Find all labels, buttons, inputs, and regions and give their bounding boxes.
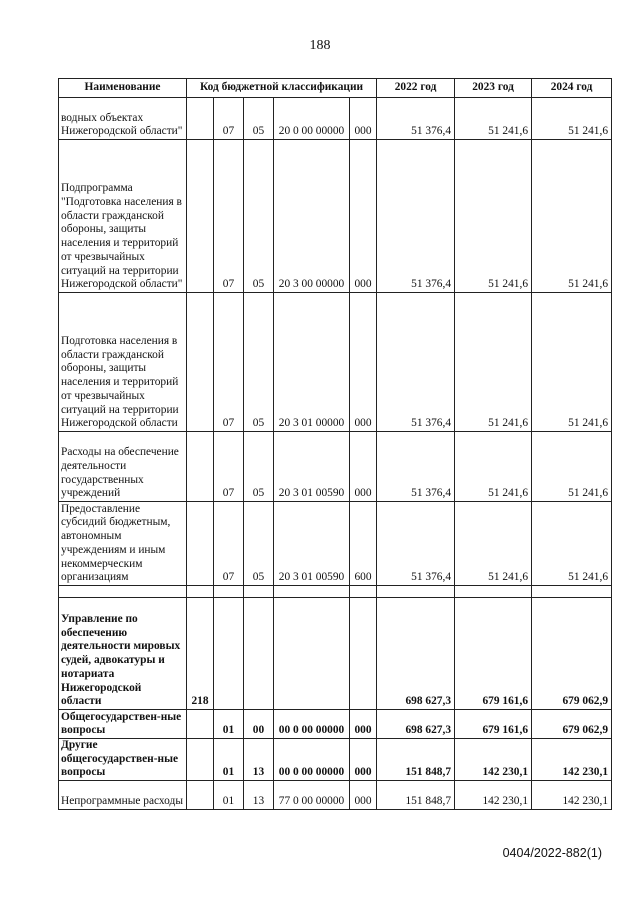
row-2022: 51 376,4 — [377, 293, 455, 432]
row-rz: 07 — [214, 140, 244, 293]
row-vr: 600 — [350, 502, 377, 586]
row-pr: 13 — [244, 739, 274, 781]
row-2024: 51 241,6 — [532, 293, 612, 432]
row-vr: 000 — [350, 432, 377, 502]
row-rz: 07 — [214, 98, 244, 140]
row-rz: 01 — [214, 739, 244, 781]
row-2022: 698 627,3 — [377, 598, 455, 710]
header-2023: 2023 год — [455, 79, 532, 98]
row-csr: 20 3 01 00000 — [274, 293, 350, 432]
row-name: водных объектах Нижегородской области" — [59, 98, 187, 140]
row-pr: 13 — [244, 781, 274, 810]
row-2024: 51 241,6 — [532, 502, 612, 586]
row-pr — [244, 598, 274, 710]
row-2023: 51 241,6 — [455, 502, 532, 586]
row-pr: 05 — [244, 502, 274, 586]
table-row — [59, 710, 612, 739]
row-pr: 05 — [244, 293, 274, 432]
row-name: Общегосударствен-ные вопросы — [59, 710, 187, 739]
row-vr — [350, 598, 377, 710]
row-pr: 05 — [244, 432, 274, 502]
row-pr: 05 — [244, 98, 274, 140]
header-2024: 2024 год — [532, 79, 612, 98]
row-2022: 51 376,4 — [377, 140, 455, 293]
row-name: Подготовка населения в области гражданской обороны, защиты населения и территорий от чрезвычайных ситуаций на территории Нижегородской области — [59, 293, 187, 432]
row-grbs — [187, 739, 214, 781]
page-number: 188 — [309, 38, 331, 53]
row-rz: 01 — [214, 781, 244, 810]
row-grbs — [187, 293, 214, 432]
row-rz: 07 — [214, 432, 244, 502]
row-grbs: 218 — [187, 598, 214, 710]
row-2024: 51 241,6 — [532, 432, 612, 502]
row-grbs — [187, 502, 214, 586]
budget-table-wrapper — [58, 78, 612, 810]
row-csr: 20 3 00 00000 — [274, 140, 350, 293]
row-2023: 51 241,6 — [455, 98, 532, 140]
row-2024: 51 241,6 — [532, 140, 612, 293]
row-vr: 000 — [350, 710, 377, 739]
row-rz — [214, 598, 244, 710]
row-csr: 20 0 00 00000 — [274, 98, 350, 140]
row-vr: 000 — [350, 140, 377, 293]
row-2023: 51 241,6 — [455, 432, 532, 502]
row-2022: 151 848,7 — [377, 781, 455, 810]
row-name: Предоставление субсидий бюджетным, автономным учреждениям и иным некоммерческим организациям — [59, 502, 187, 586]
table-row — [59, 739, 612, 781]
row-2023: 679 161,6 — [455, 710, 532, 739]
row-2022: 698 627,3 — [377, 710, 455, 739]
table-row — [59, 140, 612, 293]
row-2024: 142 230,1 — [532, 739, 612, 781]
row-2023: 142 230,1 — [455, 781, 532, 810]
budget-table — [58, 78, 612, 810]
row-name: Расходы на обеспечение деятельности государственных учреждений — [59, 432, 187, 502]
table-row — [59, 502, 612, 586]
table-row — [59, 598, 612, 710]
row-2024: 142 230,1 — [532, 781, 612, 810]
table-row — [59, 432, 612, 502]
row-2024: 679 062,9 — [532, 710, 612, 739]
row-name: Управление по обеспечению деятельности мировых судей, адвокатуры и нотариата Нижегородской области — [59, 598, 187, 710]
row-2024: 51 241,6 — [532, 98, 612, 140]
table-row — [59, 98, 612, 140]
table-spacer-row — [59, 586, 612, 598]
row-csr: 20 3 01 00590 — [274, 502, 350, 586]
document-id: 0404/2022-882(1) — [502, 846, 602, 860]
row-2024: 679 062,9 — [532, 598, 612, 710]
table-row — [59, 781, 612, 810]
table-header-row — [59, 79, 612, 98]
row-2022: 51 376,4 — [377, 98, 455, 140]
row-rz: 07 — [214, 293, 244, 432]
row-2023: 142 230,1 — [455, 739, 532, 781]
row-grbs — [187, 781, 214, 810]
row-name: Подпрограмма "Подготовка населения в области гражданской обороны, защиты населения и территорий от чрезвычайных ситуаций на территории Нижегородской области" — [59, 140, 187, 293]
row-grbs — [187, 432, 214, 502]
row-vr: 000 — [350, 781, 377, 810]
row-grbs — [187, 710, 214, 739]
row-2022: 151 848,7 — [377, 739, 455, 781]
row-name: Другие общегосударствен-ные вопросы — [59, 739, 187, 781]
row-csr: 00 0 00 00000 — [274, 739, 350, 781]
row-grbs — [187, 98, 214, 140]
row-rz: 07 — [214, 502, 244, 586]
table-row — [59, 293, 612, 432]
row-2023: 51 241,6 — [455, 293, 532, 432]
row-pr: 00 — [244, 710, 274, 739]
row-vr: 000 — [350, 98, 377, 140]
row-csr: 00 0 00 00000 — [274, 710, 350, 739]
row-2023: 679 161,6 — [455, 598, 532, 710]
row-grbs — [187, 140, 214, 293]
row-2022: 51 376,4 — [377, 502, 455, 586]
row-pr: 05 — [244, 140, 274, 293]
row-2023: 51 241,6 — [455, 140, 532, 293]
row-csr: 20 3 01 00590 — [274, 432, 350, 502]
row-csr: 77 0 00 00000 — [274, 781, 350, 810]
row-vr: 000 — [350, 739, 377, 781]
row-csr — [274, 598, 350, 710]
header-2022: 2022 год — [377, 79, 455, 98]
row-vr: 000 — [350, 293, 377, 432]
row-name: Непрограммные расходы — [59, 781, 187, 810]
header-name: Наименование — [59, 79, 187, 98]
row-rz: 01 — [214, 710, 244, 739]
header-code: Код бюджетной классификации — [187, 79, 377, 98]
row-2022: 51 376,4 — [377, 432, 455, 502]
